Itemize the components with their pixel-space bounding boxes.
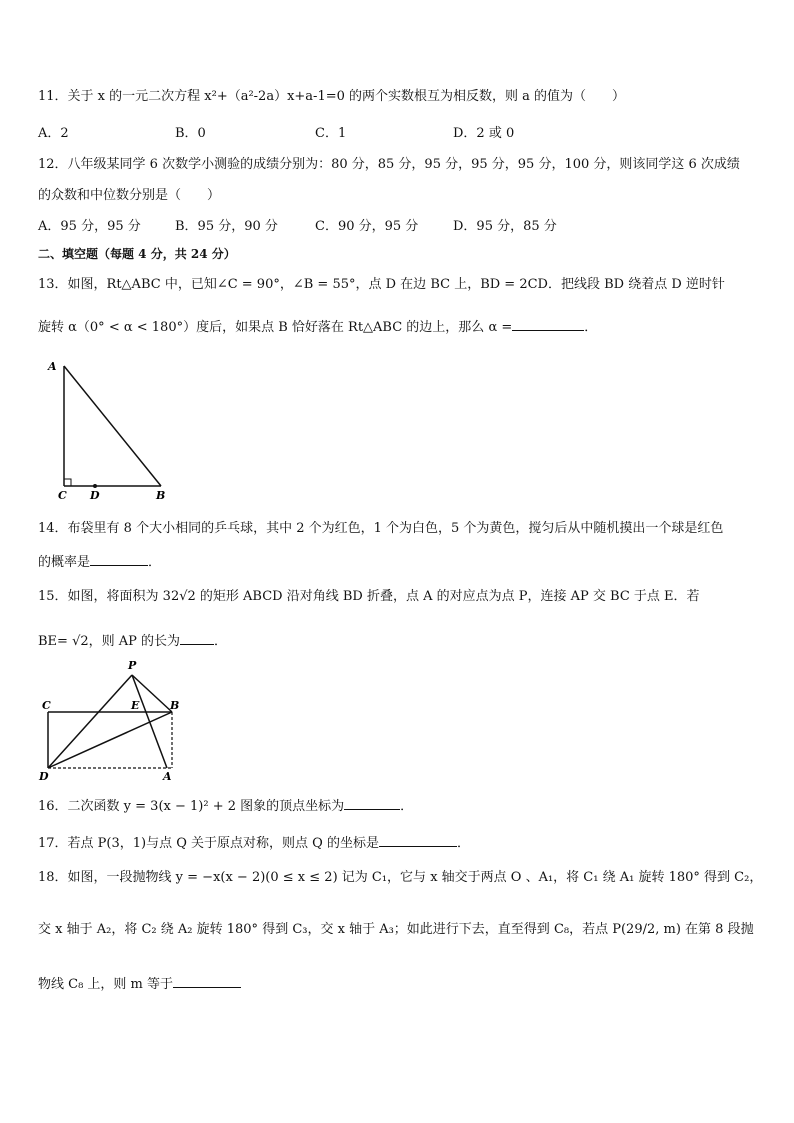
q17-line <box>38 832 470 853</box>
q13-line2 <box>38 316 597 337</box>
q15-fold-figure <box>36 655 186 783</box>
q13-line2-text: 旋转 α（0° < α < 180°）度后，如果点 B 恰好落在 Rt△ABC 的边上，那么 α = <box>38 320 513 335</box>
q17-answer-blank[interactable] <box>379 832 457 847</box>
q13-label-d: D <box>90 489 100 501</box>
q15-label-d: D <box>39 770 49 783</box>
q13-label-a: A <box>48 360 57 373</box>
q18-line3 <box>38 973 241 994</box>
q12-option-d: D．95 分，85 分 <box>453 219 557 234</box>
q15-segment-dp <box>48 675 132 768</box>
q15-label-c: C <box>42 699 51 712</box>
q11-option-a: A．2 <box>38 126 69 141</box>
q14-line2-end: ． <box>148 555 162 570</box>
q15-segment-pa <box>132 675 167 768</box>
q15-label-e: E <box>131 699 140 712</box>
q17-end: ． <box>456 836 470 851</box>
q13-label-c: C <box>58 489 67 501</box>
q16-line <box>38 795 413 816</box>
q15-label-b: B <box>170 699 180 712</box>
q15-line2 <box>38 630 227 651</box>
q16-text: 16．二次函数 y = 3(x − 1)² + 2 图象的顶点坐标为 <box>38 799 345 814</box>
q13-line2-end: ． <box>584 320 598 335</box>
q13-answer-blank[interactable] <box>512 316 584 331</box>
q14-line2-text: 的概率是 <box>38 555 91 570</box>
q15-label-a: A <box>163 770 172 783</box>
q18-answer-blank[interactable] <box>173 973 241 988</box>
q18-line2: 交 x 轴于 A₂，将 C₂ 绕 A₂ 旋转 180° 得到 C₃，交 x 轴于 A₃；如此进行下去，直至得到 C₈，若点 P(29/2, m) 在第 8 段抛 <box>38 922 754 937</box>
q13-point-d <box>93 484 97 488</box>
q16-end: ． <box>400 799 414 814</box>
q12-line2: 的众数和中位数分别是（ ） <box>38 188 221 203</box>
q13-side-ab <box>64 366 161 486</box>
q15-line2-end: ． <box>214 634 228 649</box>
q15-line1: 15．如图，将面积为 32√2 的矩形 ABCD 沿对角线 BD 折叠，点 A 的对应点为点 P，连接 AP 交 BC 于点 E．若 <box>38 589 700 604</box>
q13-right-angle-mark <box>64 479 71 486</box>
q15-diagonal-bd <box>48 712 172 768</box>
q15-label-p: P <box>128 659 137 672</box>
q13-triangle-figure <box>44 356 174 501</box>
q13-line1: 13．如图，Rt△ABC 中，已知∠C = 90°，∠B = 55°，点 D 在边 BC 上，BD = 2CD．把线段 BD 绕着点 D 逆时针 <box>38 277 725 292</box>
q17-text: 17．若点 P(3，1)与点 Q 关于原点对称，则点 Q 的坐标是 <box>38 836 379 851</box>
q16-answer-blank[interactable] <box>344 795 400 810</box>
section-title: 二、填空题（每题 4 分，共 24 分） <box>38 247 236 261</box>
q14-line1: 14．布袋里有 8 个大小相同的乒乓球，其中 2 个为红色，1 个为白色，5 个为黄色，搅匀后从中随机摸出一个球是红色 <box>38 521 724 536</box>
q12-option-b: B．95 分，90 分 <box>175 219 278 234</box>
q11-option-c: C．1 <box>315 126 347 141</box>
q11-stem: 11．关于 x 的一元二次方程 x²+（a²-2a）x+a-1=0 的两个实数根互为相反数，则 a 的值为（ ） <box>38 89 626 104</box>
q15-answer-blank[interactable] <box>180 630 214 645</box>
q11-option-d: D．2 或 0 <box>453 126 515 141</box>
q18-line3-text: 物线 C₈ 上，则 m 等于 <box>38 977 174 992</box>
q13-label-b: B <box>156 489 166 501</box>
q11-option-b: B．0 <box>175 126 206 141</box>
q12-line1: 12．八年级某同学 6 次数学小测验的成绩分别为：80 分，85 分，95 分，95 分，95 分，100 分，则该同学这 6 次成绩 <box>38 157 740 172</box>
q15-line2-text: BE= √2，则 AP 的长为 <box>38 634 181 649</box>
q18-line1: 18．如图，一段抛物线 y = −x(x − 2)(0 ≤ x ≤ 2) 记为 C₁，它与 x 轴交于两点 O 、A₁，将 C₁ 绕 A₁ 旋转 180° 得到 C₂， <box>38 870 763 885</box>
q14-answer-blank[interactable] <box>90 551 148 566</box>
q12-option-c: C．90 分，95 分 <box>315 219 419 234</box>
q12-option-a: A．95 分，95 分 <box>38 219 141 234</box>
q14-line2 <box>38 551 161 572</box>
